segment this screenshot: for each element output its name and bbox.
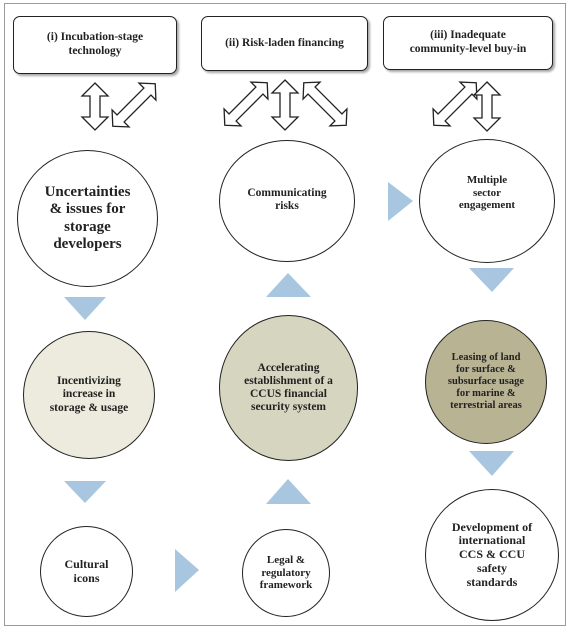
flow-arrow-down-icon [64,297,106,320]
node-multiple-label: Multiple sector engagement [458,174,516,212]
node-accelerating-label: Accelerating establishment of a CCUS financial security system [244,361,333,414]
flow-arrow-right-icon [175,549,199,592]
barrier-label-financing: (ii) Risk-laden financing [225,36,344,49]
flow-arrow-down-icon [64,481,106,503]
node-incentivizing-label: Incentivizing increase in storage & usage [49,375,129,414]
node-leasing-label: Leasing of land for surface & subsurface usage for marine & terrestrial areas [447,351,525,412]
double-arrow-diagonal-icon [104,75,163,134]
double-arrow-diagonal-icon [216,74,275,133]
double-arrow-vertical-icon [82,83,108,130]
barrier-label-community: (iii) Inadequate community-level buy-in [409,29,527,55]
node-cultural-label: Cultural icons [64,556,109,585]
flow-arrow-up-icon [266,273,311,297]
flow-arrow-up-icon [266,479,311,504]
flow-arrow-right-icon [388,182,413,221]
barrier-label-incubation: (i) Incubation-stage technology [46,31,144,57]
double-arrow-diagonal-icon [425,74,484,133]
double-arrow-vertical-icon [474,82,500,131]
node-development-label: Development of international CCS & CCU safety standards [451,519,533,589]
node-communicating-label: Communicating risks [247,187,327,213]
flow-arrow-down-icon [469,268,514,292]
double-arrow-vertical-icon [272,80,298,130]
flow-arrow-down-icon [469,451,514,476]
double-arrow-diagonal-icon [295,74,354,133]
node-uncertainties-label: Uncertainties & issues for storage developers [44,184,131,252]
node-legal-label: Legal & regulatory framework [259,554,313,592]
